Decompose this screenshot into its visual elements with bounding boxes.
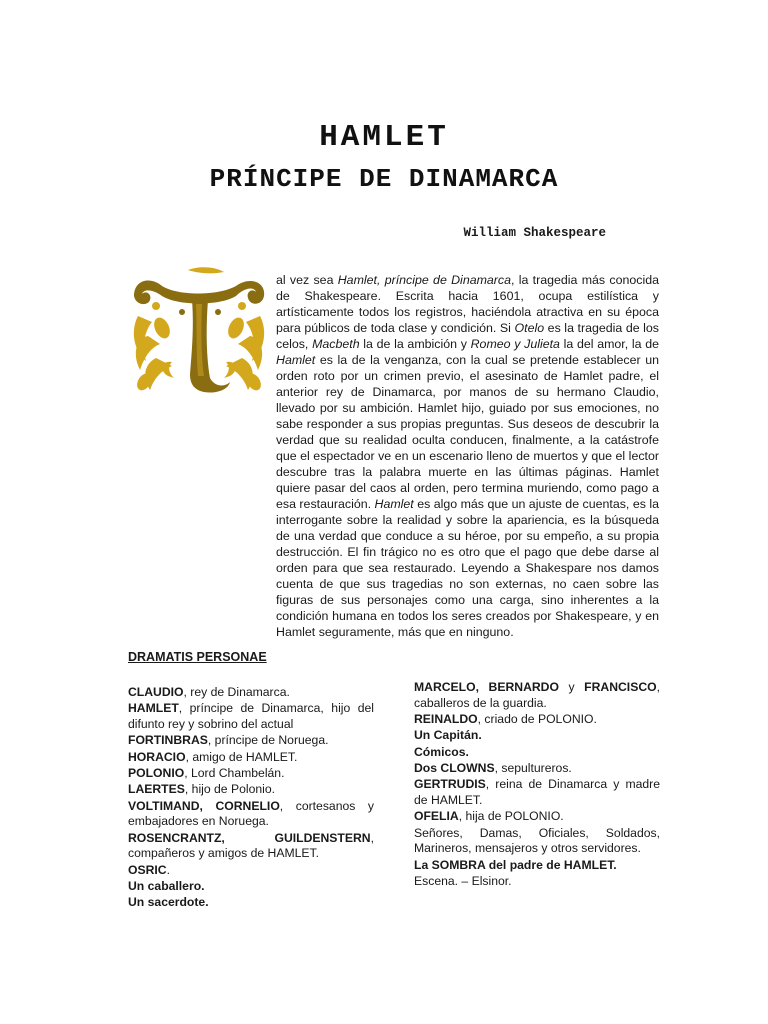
- character-entry: Un caballero.: [128, 879, 205, 894]
- character-entry: REINALDO, criado de POLONIO.: [414, 712, 597, 727]
- character-entry: ROSENCRANTZ, GUILDENSTERN, compañeros y amigos de HAMLET.: [128, 830, 374, 861]
- character-entry: GERTRUDIS, reina de Dinamarca y madre de HAMLET.: [414, 777, 660, 808]
- ornamental-initial-t-icon: [128, 266, 270, 394]
- intro-paragraph: al vez sea Hamlet, príncipe de Dinamarca, la tragedia más conocida de Shakespeare. Escrita hacia 1601, ocupa estilística y artísticamente todos los registros, haciéndola atractiva en su época para públicos de toda clase y condición. Si Otelo es la tragedia de los celos, Macbeth la de la ambición y Romeo y Julieta la del amor, la de Hamlet es la de la venganza, con la cual se pretende establecer un orden roto por un crimen previo, el asesinato de Hamlet padre, el anterior rey de Dinamarca, por manos de su hermano Claudio, llevado por su ambición. Hamlet hijo, guiado por sus emociones, no sabe responder a sus propias preguntas. Sus deseos de descubrir la verdad que su realidad oculta conducen, finalmente, a la catástrofe que el espectador ve en un escenario lleno de muertos y que el lector descubre tras la palabra muerte en las últimas páginas. Hamlet quiere pasar del caos al orden, pero termina muriendo, como pago a esa restauración. Hamlet es algo más que un ajuste de cuentas, es la interrogante sobre la realidad y sobre la apariencia, es la búsqueda de una verdad que conduce a su héroe, por su empeño, a su propia destrucción. El fin trágico no es otro que el pago que debe darse al orden para que sea restaurado. Leyendo a Shakespare nos damos cuenta de que sus tragedias no son externas, no caen sobre las figuras de sus personajes como una carga, sino inherentes a la condición humana en todos los seres creados por Shakespeare, y en Hamlet seguramente, más que en ninguno.: [276, 273, 660, 639]
- character-entry: CLAUDIO, rey de Dinamarca.: [128, 685, 290, 699]
- character-entry: POLONIO, Lord Chambelán.: [128, 765, 285, 780]
- character-entry: OFELIA, hija de POLONIO.: [414, 809, 564, 824]
- character-entry: La SOMBRA del padre de HAMLET.: [414, 857, 617, 872]
- page-subtitle: PRÍNCIPE DE DINAMARCA: [209, 164, 559, 194]
- scene-note: Escena. – Elsinor.: [414, 874, 512, 889]
- dramatis-personae-heading: DRAMATIS PERSONAE: [128, 650, 267, 664]
- character-list-left: [128, 685, 374, 912]
- character-entry: MARCELO, BERNARDO y FRANCISCO, caballeros de la guardia.: [414, 680, 660, 710]
- character-entry: Dos CLOWNS, sepultureros.: [414, 760, 572, 775]
- author-name: William Shakespeare: [463, 226, 606, 240]
- character-entry: FORTINBRAS, príncipe de Noruega.: [128, 733, 329, 748]
- page-title: HAMLET: [319, 120, 449, 155]
- character-entry: Cómicos.: [414, 744, 469, 759]
- character-list-right: [414, 680, 660, 890]
- character-entry: HAMLET, príncipe de Dinamarca, hijo del difunto rey y sobrino del actual: [128, 701, 374, 732]
- character-entry: VOLTIMAND, CORNELIO, cortesanos y embajadores en Noruega.: [128, 798, 374, 829]
- character-entry: Señores, Damas, Oficiales, Soldados, Marineros, mensajeros y otros servidores.: [414, 825, 660, 856]
- character-entry: LAERTES, hijo de Polonio.: [128, 782, 276, 797]
- character-entry: Un Capitán.: [414, 728, 482, 743]
- character-entry: Un sacerdote.: [128, 895, 209, 910]
- character-entry: OSRIC.: [128, 862, 170, 877]
- character-entry: HORACIO, amigo de HAMLET.: [128, 749, 298, 764]
